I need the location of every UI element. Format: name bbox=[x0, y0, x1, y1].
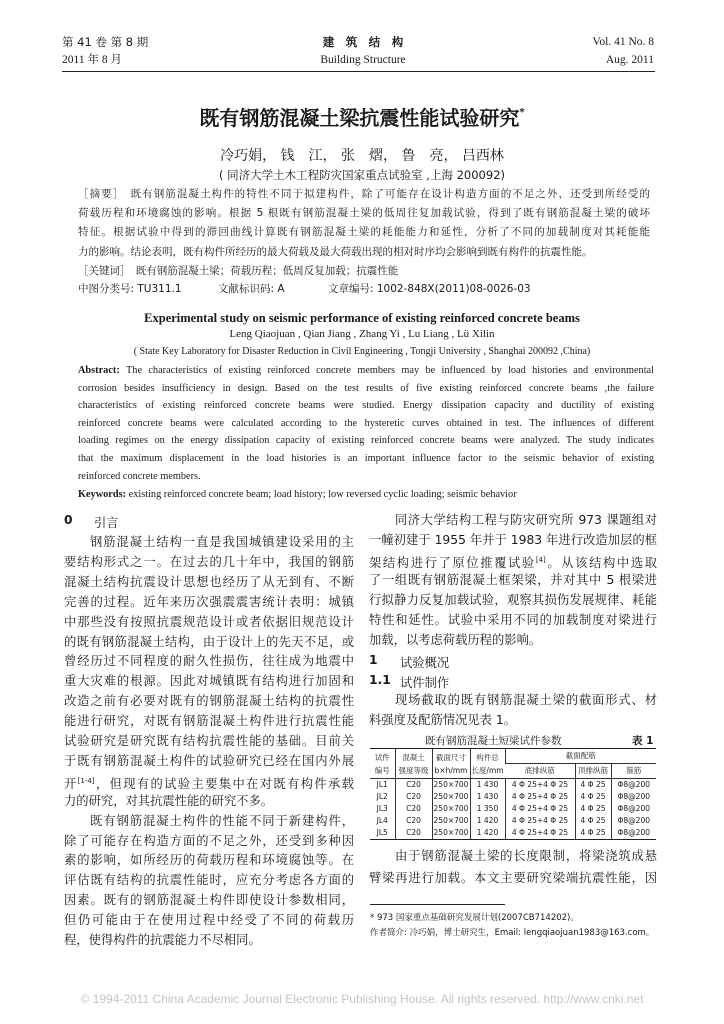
cell-stirrups: Φ8@200 bbox=[611, 827, 656, 840]
footnote-rule bbox=[370, 904, 505, 905]
body-text-line: 同济大学结构工程与防灾研究所 973 课题组对 bbox=[395, 513, 657, 527]
abstract-cn-line: ［摘要］ 既有钢筋混凝土构件的特性不同于拟建构件，除了可能存在设计构造方面的不足之外，还受到所经受的 bbox=[78, 188, 650, 200]
cell-top-bars: 4 Φ 25 bbox=[575, 779, 611, 792]
authors-en: Leng Qiaojuan , Qian Jiang , Zhang Yi , Lu Liang , Lü Xilin bbox=[229, 328, 495, 340]
cell-concrete-grade: C20 bbox=[395, 779, 432, 792]
header-top-bars: 顶排纵筋 bbox=[575, 764, 611, 779]
cell-section-size: 250×700 bbox=[433, 804, 469, 813]
cell-bottom-bars: 4 Φ 25+4 Φ 25 bbox=[505, 827, 575, 840]
abstract-en-line: reinforced concrete beams were calculated according to the hysteretic curves obtained in test. The influences of different bbox=[78, 417, 654, 429]
paper-title-en: Experimental study on seismic performance of existing reinforced concrete beams bbox=[144, 311, 580, 325]
abstract-en-line: The characteristics of existing reinforced concrete members may be influenced by load histories and environmental bbox=[126, 365, 654, 376]
cell-length: 1 420 bbox=[470, 827, 505, 840]
body-text-line: 既有钢筋混凝土构件的性能不同于新建构件， bbox=[90, 813, 354, 828]
body-text-line: 素的影响，如所经历的荷载历程和环境腐蚀等。在 bbox=[64, 853, 354, 868]
body-text-line: 曾经历过不同程度的耐久性损伤，往往成为地震中 bbox=[64, 654, 354, 669]
cell-specimen-id: JL5 bbox=[370, 827, 395, 840]
issue-volume: 第 41 卷 第 8 期 bbox=[62, 35, 149, 49]
abstract-cn-line: 力的影响。结论表明，既有构件所经历的最大荷载及最大荷载出现的相对时序均会影响到既有构件的抗震性能。 bbox=[78, 245, 593, 258]
body-text-line: 改造之前有必要对既有的钢筋混凝土结构的抗震性 bbox=[64, 694, 354, 709]
body-text-line: 要结构形式之一。在过去的几十年中，我国的钢筋 bbox=[64, 554, 354, 569]
body-text-line: 料强度及配筋情况见表 1。 bbox=[369, 713, 516, 727]
footnote-funding: * 973 国家重点基础研究发展计划(2007CB714202)。 bbox=[370, 913, 579, 923]
abstract-en-line: that the maximum displacement in the load histories is an important influence factor to the seismic behavior of existing bbox=[78, 453, 654, 464]
body-text-line: 特性和延性。试验中采用不同的加载制度对梁进行 bbox=[369, 613, 657, 627]
affiliation-en: ( State Key Laboratory for Disaster Reduction in Civil Engineering , Tongji University , Shanghai 200092 ,China) bbox=[133, 346, 591, 357]
cell-top-bars: 4 Φ 25 bbox=[575, 791, 611, 803]
table-row bbox=[370, 779, 656, 792]
cell-length: 1 430 bbox=[470, 779, 505, 792]
body-text-line: 架结构进行了原位推覆试验[4]。从该结构中选取 bbox=[369, 556, 657, 570]
cell-bottom-bars: 4 Φ 25+4 Φ 25 bbox=[505, 791, 575, 803]
header-specimen-id: 试件 编号 bbox=[370, 749, 395, 779]
section-0-heading: 引言 bbox=[94, 516, 119, 530]
section-0-number: 0 bbox=[64, 513, 73, 527]
body-text-line: 程，使得构件的抗震能力不尽相同。 bbox=[64, 933, 261, 947]
cell-specimen-id: JL4 bbox=[376, 816, 388, 825]
body-text-line: 钢筋混凝土结构一直是我国城镇建设采用的主 bbox=[90, 535, 354, 549]
body-text-line: 一幢初建于 1955 年并于 1983 年进行改造加层的框 bbox=[369, 533, 657, 547]
body-text-line: 加载，以考虑荷载历程的影响。 bbox=[369, 633, 542, 647]
footnote-author: 作者简介: 冷巧娟，博士研究生，Email: lengqiaojuan1983@163.com。 bbox=[370, 928, 655, 938]
cell-top-bars: 4 Φ 25 bbox=[575, 827, 611, 840]
body-text-line: 评估既有结构的抗震性能时，应充分考虑各方面的 bbox=[64, 873, 354, 888]
table-row bbox=[370, 803, 656, 815]
body-text-line: 臂梁再进行加载。本文主要研究梁端抗震性能，因 bbox=[369, 871, 657, 885]
body-text-line: 的既有钢筋混凝土结构，由于设计上的先天不足，或 bbox=[64, 634, 354, 649]
cell-concrete-grade: C20 bbox=[395, 815, 432, 827]
cell-length: 1 430 bbox=[470, 791, 505, 803]
cell-bottom-bars: 4 Φ 25+4 Φ 25 bbox=[505, 803, 575, 815]
cell-top-bars: 4 Φ 25 bbox=[575, 803, 611, 815]
cell-stirrups: Φ8@200 bbox=[611, 815, 656, 827]
section-1-1-number: 1.1 bbox=[369, 673, 391, 687]
journal-name-en: Building Structure bbox=[320, 54, 406, 66]
header-section-size: 截面尺寸 b×h/mm bbox=[432, 749, 470, 779]
issue-date: 2011 年 8 月 bbox=[62, 54, 122, 66]
cell-section-size: 250×700 bbox=[433, 792, 469, 801]
body-text-line: 完善的过程。近年来历次强震震害统计表明：城镇 bbox=[64, 594, 354, 609]
cell-specimen-id: JL3 bbox=[376, 804, 388, 813]
keywords-en-text: existing reinforced concrete beam; load history; low reversed cyclic loading; seismic behavior bbox=[128, 489, 517, 500]
cnki-watermark: © 1994-2011 China Academic Journal Electronic Publishing House. All rights reserved. http://www.cnki.net bbox=[80, 992, 644, 1006]
citation: [1-4] bbox=[77, 776, 95, 785]
section-1-1-heading: 试件制作 bbox=[400, 676, 450, 690]
cell-stirrups: Φ8@200 bbox=[611, 779, 656, 792]
section-1-heading: 试验概况 bbox=[400, 656, 450, 670]
body-text-line: 力的研究，对其抗震性能的研究不多。 bbox=[64, 793, 274, 808]
body-text-line: 除了可能存在构造方面的不足之外，还受到多种因 bbox=[64, 833, 354, 848]
keywords-en bbox=[78, 487, 517, 502]
classification-number: 中图分类号: TU311.1 bbox=[78, 283, 182, 295]
body-text-line: 由于钢筋混凝土梁的长度限制，将梁浇筑成悬 bbox=[395, 849, 657, 863]
abstract-en-line: reinforced concrete members. bbox=[78, 470, 201, 482]
paper-title bbox=[0, 100, 724, 131]
body-text-line: 行拟静力反复加载试验，观察其损伤发展规律、耗能 bbox=[369, 593, 657, 607]
cell-section-size: 250×700 bbox=[433, 780, 469, 789]
abstract-cn-line: 特征。根据试验中得到的滞回曲线计算既有钢筋混凝土梁的耗能能力和延性，分析了不同的加载制度对其耗能能 bbox=[78, 226, 650, 239]
table-caption: 既有钢筋混凝土短梁试件参数 bbox=[425, 735, 562, 747]
body-text-line: 试验研究是研究既有结构抗震性能的基础。目前关 bbox=[64, 734, 354, 748]
volume-en: Vol. 41 No. 8 bbox=[592, 36, 654, 48]
document-code: 文献标识码: A bbox=[218, 283, 285, 295]
abstract-en-line: loading regimes on the energy dissipation capacity of existing reinforced concrete beams were analyzed. The study indicates bbox=[78, 435, 654, 447]
authors: 冷巧娟， 钱 江， 张 熠， 鲁 亮， 吕西林 bbox=[220, 148, 504, 164]
body-text-line: 但仍可能由于在使用过程中经受了不同的荷载历 bbox=[64, 913, 354, 928]
header-reinforcement: 截面配筋 bbox=[505, 749, 656, 764]
table-label: 表 1 bbox=[632, 735, 654, 747]
table-row bbox=[370, 827, 656, 840]
article-number: 文章编号: 1002-848X(2011)08-0026-03 bbox=[328, 283, 531, 295]
cell-bottom-bars: 4 Φ 25+4 Φ 25 bbox=[505, 815, 575, 827]
header-stirrups: 箍筋 bbox=[611, 764, 656, 779]
table-row bbox=[370, 791, 656, 803]
cell-concrete-grade: C20 bbox=[395, 803, 432, 815]
cell-concrete-grade: C20 bbox=[395, 791, 432, 803]
cell-specimen-id: JL2 bbox=[376, 792, 388, 801]
header-bottom-bars: 底排纵筋 bbox=[505, 764, 575, 779]
cell-stirrups: Φ8@200 bbox=[611, 791, 656, 803]
paper-title-text: 既有钢筋混凝土梁抗震性能试验研究 bbox=[199, 106, 520, 130]
body-text-line: 开[1-4]，但现有的试验主要集中在对既有构件承载 bbox=[64, 776, 354, 791]
header-length: 构件总 长度/mm bbox=[470, 749, 505, 779]
cell-specimen-id: JL1 bbox=[376, 780, 388, 789]
body-text-line: 混凝土结构抗震设计思想也经历了从无到有、不断 bbox=[64, 574, 354, 589]
affiliation: ( 同济大学土木工程防灾国家重点试验室 ,上海 200092) bbox=[219, 168, 505, 182]
body-text-line: 了一组既有钢筋混凝土框架梁，并对其中 5 根梁进 bbox=[369, 573, 657, 587]
cell-length: 1 350 bbox=[470, 803, 505, 815]
citation: [4] bbox=[535, 556, 546, 564]
cell-top-bars: 4 Φ 25 bbox=[575, 815, 611, 827]
cell-concrete-grade: C20 bbox=[395, 827, 432, 840]
keywords-en-label: Keywords: bbox=[78, 489, 127, 500]
header-concrete-grade: 混凝土 强度等级 bbox=[395, 749, 432, 779]
title-footnote-mark: * bbox=[519, 107, 525, 118]
abstract-en-line: corrosion besides insufficiency in design. Based on the test results of five existing reinforced concrete beams ,the failure bbox=[78, 382, 654, 394]
section-1-number: 1 bbox=[369, 653, 378, 667]
body-text-line: 重大灾难的根源。因此对城镇既有结构进行加固和 bbox=[64, 674, 354, 689]
cell-stirrups: Φ8@200 bbox=[611, 803, 656, 815]
header-rule bbox=[62, 71, 655, 72]
specimen-parameters-table bbox=[370, 748, 656, 840]
body-text-line: 能进行研究，对既有钢筋混凝土构件进行抗震性能 bbox=[64, 714, 354, 729]
table-row bbox=[370, 815, 656, 827]
body-text-line: 因素。既有的钢筋混凝土构件即使设计参数相同， bbox=[64, 893, 354, 908]
cell-length: 1 420 bbox=[470, 815, 505, 827]
abstract-cn-line: 荷载历程和环境腐蚀的影响。根据 5 根既有钢筋混凝土梁的低周往复加载试验，得到了既有钢筋混凝土梁的破坏 bbox=[78, 207, 650, 220]
cell-section-size: 250×700 bbox=[433, 816, 469, 825]
journal-name-cn: 建 筑 结 构 bbox=[322, 35, 404, 49]
body-text-line: 于既有钢筋混凝土构件的试验研究已经在国内外展 bbox=[64, 753, 354, 768]
abstract-en-label: Abstract: bbox=[78, 365, 120, 376]
keywords-cn: ［关键词］ 既有钢筋混凝土梁；荷载历程；低周反复加载；抗震性能 bbox=[78, 265, 399, 277]
cell-bottom-bars: 4 Φ 25+4 Φ 25 bbox=[505, 779, 575, 792]
body-text-line: 中那些没有按照抗震规范设计或者依据旧规范设计 bbox=[64, 614, 354, 629]
date-en: Aug. 2011 bbox=[605, 54, 654, 66]
cell-section-size: 250×700 bbox=[432, 827, 470, 840]
abstract-en-line: characteristics of existing reinforced concrete beams were studied. Energy dissipation capacity and ductility of existing bbox=[78, 400, 654, 412]
body-text-line: 现场截取的既有钢筋混凝土梁的截面形式、材 bbox=[395, 693, 657, 707]
